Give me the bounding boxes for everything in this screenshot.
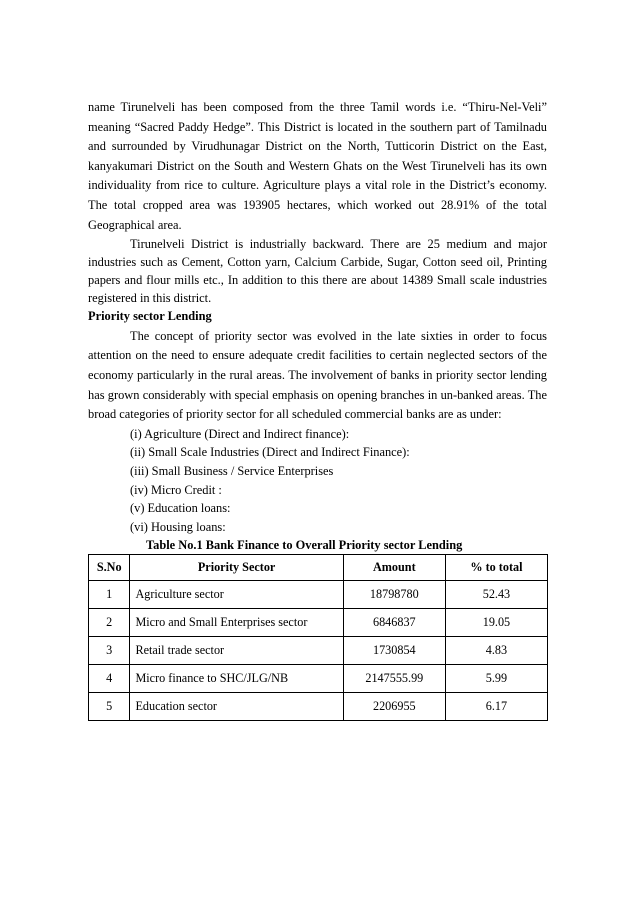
cell-sno: 1 — [89, 581, 130, 609]
header-priority-sector: Priority Sector — [130, 555, 343, 581]
list-item: (ii) Small Scale Industries (Direct and Indirect Finance): — [130, 445, 410, 460]
cell-amount: 2147555.99 — [343, 665, 445, 693]
table-caption: Table No.1 Bank Finance to Overall Priority sector Lending — [146, 538, 463, 553]
header-percent-total: % to total — [445, 555, 547, 581]
list-item: (vi) Housing loans: — [130, 519, 226, 534]
priority-sector-paragraph: The concept of priority sector was evolved in the late sixties in order to focus attention on the need to ensure adequate credit facilities to certain neglected sectors of the economy particularly in the rural areas. The involvement of banks in priority sector lending has grown considerably with special emphasis on opening branches in un-banked areas. The broad categories of priority sector for all scheduled commercial banks are as under: — [88, 328, 547, 422]
cell-percent: 6.17 — [445, 693, 547, 721]
cell-amount: 2206955 — [343, 693, 445, 721]
table-row — [89, 609, 548, 637]
cell-amount: 18798780 — [343, 581, 445, 609]
cell-sno: 4 — [89, 665, 130, 693]
cell-percent: 4.83 — [445, 637, 547, 665]
table-row — [89, 693, 548, 721]
cell-sector: Retail trade sector — [130, 637, 343, 665]
cell-sector: Micro and Small Enterprises sector — [130, 609, 343, 637]
priority-categories-list — [88, 425, 547, 537]
header-sno: S.No — [89, 555, 130, 581]
cell-sno: 3 — [89, 637, 130, 665]
cell-sno: 5 — [89, 693, 130, 721]
cell-sector: Micro finance to SHC/JLG/NB — [130, 665, 343, 693]
intro-paragraph: name Tirunelveli has been composed from the three Tamil words i.e. “Thiru-Nel-Veli” meaning “Sacred Paddy Hedge”. This District is located in the southern part of Tamilnadu and surrounded by Virudhunagar District on the North, Tutticorin District on the East, kanyakumari District on the South and Western Ghats on the West Tirunelveli has its own individuality from rice to culture. Agriculture plays a vital role in the District’s economy. The total cropped area was 193905 hectares, which worked out 28.91% of the total Geographical area. — [88, 100, 547, 232]
cell-amount: 1730854 — [343, 637, 445, 665]
table-row — [89, 637, 548, 665]
section-heading: Priority sector Lending — [88, 309, 212, 324]
table-row — [89, 665, 548, 693]
list-item: (iii) Small Business / Service Enterprises — [130, 463, 334, 478]
cell-amount: 6846837 — [343, 609, 445, 637]
list-item: (iv) Micro Credit : — [130, 482, 222, 497]
cell-percent: 19.05 — [445, 609, 547, 637]
cell-sno: 2 — [89, 609, 130, 637]
cell-percent: 5.99 — [445, 665, 547, 693]
list-item: (i) Agriculture (Direct and Indirect finance): — [130, 426, 350, 441]
cell-sector: Agriculture sector — [130, 581, 343, 609]
table-header-row — [89, 555, 548, 581]
document-page — [88, 98, 547, 721]
cell-percent: 52.43 — [445, 581, 547, 609]
cell-sector: Education sector — [130, 693, 343, 721]
list-item: (v) Education loans: — [130, 501, 231, 516]
industry-paragraph: Tirunelveli District is industrially backward. There are 25 medium and major industries such as Cement, Cotton yarn, Calcium Carbide, Sugar, Cotton seed oil, Printing papers and flour mills etc., In addition to this there are about 14389 Small scale industries registered in this district. — [88, 237, 547, 306]
header-amount: Amount — [343, 555, 445, 581]
table-row — [89, 581, 548, 609]
bank-finance-table — [88, 554, 548, 721]
